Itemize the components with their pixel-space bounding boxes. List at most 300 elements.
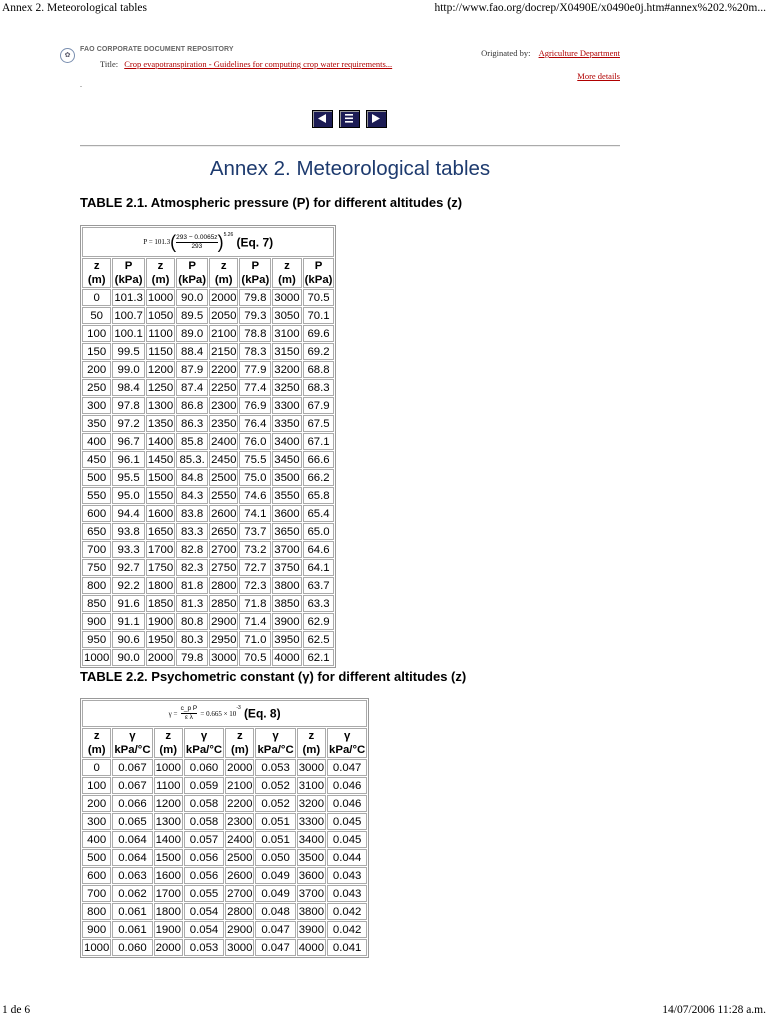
table-cell: 3200 (297, 795, 326, 812)
print-header-url: http://www.fao.org/docrep/X0490E/x0490e0j.htm#annex%202.%20m... (434, 2, 766, 14)
table-cell: 0.056 (184, 849, 224, 866)
table-cell: 1900 (154, 921, 183, 938)
table-cell: 2500 (225, 849, 254, 866)
table1-header-row (82, 258, 334, 288)
table-cell: 1600 (146, 505, 175, 522)
table-cell: 1050 (146, 307, 175, 324)
table-row (82, 469, 334, 486)
table-row (82, 631, 334, 648)
table-cell: 70.1 (303, 307, 335, 324)
table-cell: 1200 (146, 361, 175, 378)
table-cell: 72.7 (239, 559, 271, 576)
table-cell: 3600 (272, 505, 301, 522)
previous-arrow-icon (317, 114, 327, 123)
table-cell: 70.5 (303, 289, 335, 306)
print-header (0, 2, 768, 18)
table-cell: 71.4 (239, 613, 271, 630)
table-cell: 0.041 (327, 939, 367, 956)
table-cell: 2500 (209, 469, 238, 486)
table-cell: 0.053 (255, 759, 295, 776)
table-cell: 950 (82, 631, 111, 648)
table-cell: 90.6 (112, 631, 145, 648)
table-cell: 65.8 (303, 487, 335, 504)
table-cell: 600 (82, 867, 111, 884)
table-cell: 550 (82, 487, 111, 504)
repository-name: FAO CORPORATE DOCUMENT REPOSITORY (80, 46, 234, 53)
table-cell: 2350 (209, 415, 238, 432)
table-row (82, 433, 334, 450)
table-cell: 0.054 (184, 903, 224, 920)
table-row (82, 559, 334, 576)
table-cell: 65.0 (303, 523, 335, 540)
table-row (82, 649, 334, 666)
table-cell: 2150 (209, 343, 238, 360)
table-cell: 0.044 (327, 849, 367, 866)
contents-list-icon (344, 114, 354, 123)
table-cell: 98.4 (112, 379, 145, 396)
table-cell: 1450 (146, 451, 175, 468)
table-cell: 77.9 (239, 361, 271, 378)
table-cell: 0.049 (255, 885, 295, 902)
table-cell: 2900 (209, 613, 238, 630)
psychometric-constant-table (80, 698, 369, 958)
table-cell: 0.060 (184, 759, 224, 776)
table-cell: 2100 (225, 777, 254, 794)
column-header: P (kPa) (241, 260, 270, 286)
equation-7-lhs: P = 101.3 (143, 238, 171, 246)
table-cell: 68.8 (303, 361, 335, 378)
table-cell: 2050 (209, 307, 238, 324)
table-cell: 81.8 (176, 577, 208, 594)
next-button[interactable] (366, 110, 387, 128)
table-cell: 2700 (225, 885, 254, 902)
table-cell: 0.045 (327, 831, 367, 848)
table-cell: 86.3 (176, 415, 208, 432)
equation-8 (82, 700, 367, 727)
table2-caption: TABLE 2.2. Psychometric constant (γ) for different altitudes (z) (80, 669, 467, 684)
table-cell: 83.8 (176, 505, 208, 522)
table-cell: 0.063 (112, 867, 152, 884)
table-cell: 91.1 (112, 613, 145, 630)
table-cell: 90.0 (112, 649, 145, 666)
table-cell: 400 (82, 831, 111, 848)
table-cell: 63.3 (303, 595, 335, 612)
table-cell: 800 (82, 577, 111, 594)
table-cell: 0.067 (112, 777, 152, 794)
table-cell: 750 (82, 559, 111, 576)
table-cell: 79.8 (239, 289, 271, 306)
table-cell: 1800 (154, 903, 183, 920)
table-row (82, 523, 334, 540)
table-cell: 1650 (146, 523, 175, 540)
table-cell: 0.064 (112, 831, 152, 848)
table-cell: 3600 (297, 867, 326, 884)
column-header: z (m) (82, 728, 111, 758)
table-cell: 0.058 (184, 795, 224, 812)
table-cell: 1550 (146, 487, 175, 504)
next-arrow-icon (371, 114, 381, 123)
table-cell: 3250 (272, 379, 301, 396)
table-cell: 76.4 (239, 415, 271, 432)
equation-7-fraction: $\frac{293 - 0.0065z}{293}$ (176, 233, 218, 250)
table-cell: 73.7 (239, 523, 271, 540)
table-cell: 79.8 (176, 649, 208, 666)
table-cell: 3050 (272, 307, 301, 324)
table-cell: 65.4 (303, 505, 335, 522)
table-cell: 92.7 (112, 559, 145, 576)
table-cell: 96.7 (112, 433, 145, 450)
table-cell: 89.5 (176, 307, 208, 324)
table-cell: 1350 (146, 415, 175, 432)
originated-link[interactable]: Agriculture Department (538, 48, 620, 58)
column-header: γ kPa/°C (114, 730, 151, 756)
equation-7-exponent: 5.26 (223, 231, 234, 238)
table-cell: 2600 (209, 505, 238, 522)
table-cell: 1250 (146, 379, 175, 396)
table-row (82, 939, 367, 956)
table-cell: 2850 (209, 595, 238, 612)
table-cell: 0.046 (327, 795, 367, 812)
table-cell: 3700 (272, 541, 301, 558)
table-cell: 300 (82, 397, 111, 414)
table-cell: 79.3 (239, 307, 271, 324)
column-header: γ kPa/°C (257, 730, 294, 756)
table-cell: 91.6 (112, 595, 145, 612)
table-row (82, 777, 367, 794)
table-cell: 1400 (146, 433, 175, 450)
column-header: z (m) (82, 258, 111, 288)
table-cell: 0.046 (327, 777, 367, 794)
table-cell: 0.049 (255, 867, 295, 884)
table-cell: 1700 (154, 885, 183, 902)
table-cell: 2800 (209, 577, 238, 594)
document-title-link[interactable]: Crop evapotranspiration - Guidelines for computing crop water requirements... (124, 59, 393, 69)
table-cell: 2900 (225, 921, 254, 938)
table-row (82, 885, 367, 902)
table-cell: 1000 (154, 759, 183, 776)
table-cell: 92.2 (112, 577, 145, 594)
table-cell: 0.064 (112, 849, 152, 866)
repository-header (64, 42, 620, 92)
table-cell: 100.7 (112, 307, 145, 324)
column-header: z (m) (225, 728, 254, 758)
table-cell: 76.9 (239, 397, 271, 414)
table-cell: 82.8 (176, 541, 208, 558)
table-cell: 500 (82, 849, 111, 866)
fao-logo-icon: ✿ (60, 48, 75, 63)
table-cell: 1100 (154, 777, 183, 794)
table-cell: 800 (82, 903, 111, 920)
originated-by-line (481, 48, 620, 58)
table-cell: 95.0 (112, 487, 145, 504)
table-cell: 3850 (272, 595, 301, 612)
table-cell: 3300 (297, 813, 326, 830)
table-row (82, 595, 334, 612)
table-cell: 3650 (272, 523, 301, 540)
table-cell: 0.056 (184, 867, 224, 884)
table-cell: 1000 (146, 289, 175, 306)
table-row (82, 379, 334, 396)
equation-8-lhs: γ = (168, 709, 178, 718)
table-cell: 0.043 (327, 885, 367, 902)
table-cell: 400 (82, 433, 111, 450)
table-cell: 0.047 (255, 939, 295, 956)
table-cell: 71.0 (239, 631, 271, 648)
column-header: γ kPa/°C (329, 730, 366, 756)
table-cell: 3000 (272, 289, 301, 306)
equation-8-exponent: -3 (236, 705, 241, 711)
table-cell: 67.9 (303, 397, 335, 414)
table-cell: 78.8 (239, 325, 271, 342)
table-cell: 3450 (272, 451, 301, 468)
table-cell: 2950 (209, 631, 238, 648)
table-row (82, 613, 334, 630)
table-cell: 88.4 (176, 343, 208, 360)
column-header: z (m) (146, 258, 175, 288)
table-cell: 0.061 (112, 903, 152, 920)
table-cell: 0.047 (327, 759, 367, 776)
table-cell: 0.051 (255, 831, 295, 848)
table-cell: 3350 (272, 415, 301, 432)
table-row (82, 397, 334, 414)
column-header: P (kPa) (112, 258, 145, 288)
table-cell: 0.060 (112, 939, 152, 956)
table-cell: 74.6 (239, 487, 271, 504)
table-cell: 0.058 (184, 813, 224, 830)
table-cell: 73.2 (239, 541, 271, 558)
table2-header-row (82, 728, 367, 758)
table-cell: 250 (82, 379, 111, 396)
table-cell: 700 (82, 885, 111, 902)
contents-button[interactable] (339, 110, 360, 128)
table-cell: 89.0 (176, 325, 208, 342)
table-cell: 66.2 (303, 469, 335, 486)
table-cell: 100 (82, 777, 111, 794)
table-cell: 3750 (272, 559, 301, 576)
table-row (82, 831, 367, 848)
table-cell: 70.5 (239, 649, 271, 666)
table-cell: 3550 (272, 487, 301, 504)
table-cell: 1000 (82, 649, 111, 666)
table-cell: 2400 (225, 831, 254, 848)
table-cell: 1850 (146, 595, 175, 612)
table-cell: 3100 (297, 777, 326, 794)
table-row (82, 361, 334, 378)
table-cell: 101.3 (112, 289, 145, 306)
table-cell: 62.9 (303, 613, 335, 630)
column-header: z (m) (209, 258, 238, 288)
table-cell: 85.3. (176, 451, 208, 468)
table-cell: 0.043 (327, 867, 367, 884)
table-cell: 0.042 (327, 921, 367, 938)
table-cell: 1800 (146, 577, 175, 594)
table-cell: 3700 (297, 885, 326, 902)
equation-8-fraction: $\frac{\text{c\_p P}}{\text{ε λ}}$ (180, 705, 198, 721)
column-header: z (m) (297, 728, 326, 758)
table-cell: 1600 (154, 867, 183, 884)
table-cell: 80.3 (176, 631, 208, 648)
table-cell: 850 (82, 595, 111, 612)
table-cell: 1700 (146, 541, 175, 558)
table-cell: 1900 (146, 613, 175, 630)
table-cell: 0 (82, 759, 111, 776)
title-label: Title: (100, 59, 119, 69)
table-cell: 0.054 (184, 921, 224, 938)
table-cell: 85.8 (176, 433, 208, 450)
table-cell: 94.4 (112, 505, 145, 522)
table-row (82, 487, 334, 504)
table-cell: 3000 (225, 939, 254, 956)
table-cell: 0.048 (255, 903, 295, 920)
table-cell: 90.0 (176, 289, 208, 306)
table-row (82, 505, 334, 522)
print-datetime: 14/07/2006 11:28 a.m. (662, 1004, 766, 1016)
table-cell: 3000 (209, 649, 238, 666)
table-cell: 4000 (272, 649, 301, 666)
table-cell: 3100 (272, 325, 301, 342)
equation-7: P = 101.3( $\frac{293 - 0.0065z}{293}$ )$^{5.26}$ (Eq. 7) (82, 227, 334, 257)
table-cell: 2450 (209, 451, 238, 468)
more-details-link[interactable]: More details (577, 71, 620, 81)
table-cell: 84.3 (176, 487, 208, 504)
table-cell: 3900 (297, 921, 326, 938)
table-cell: 0.067 (112, 759, 152, 776)
document-title-line (100, 59, 392, 69)
table-cell: 200 (82, 795, 111, 812)
table-cell: 83.3 (176, 523, 208, 540)
table-cell: 3900 (272, 613, 301, 630)
table-cell: 75.5 (239, 451, 271, 468)
table-cell: 0.050 (255, 849, 295, 866)
horizontal-rule (80, 145, 620, 147)
table-cell: 3800 (272, 577, 301, 594)
table-cell: 64.6 (303, 541, 335, 558)
table-cell: 1400 (154, 831, 183, 848)
table-row (82, 325, 334, 342)
table-cell: 0.051 (255, 813, 295, 830)
navigation-bar (312, 110, 393, 128)
table-cell: 1750 (146, 559, 175, 576)
table-cell: 1100 (146, 325, 175, 342)
table-cell: 93.8 (112, 523, 145, 540)
table-row (82, 921, 367, 938)
table-cell: 1300 (154, 813, 183, 830)
table-cell: 74.1 (239, 505, 271, 522)
table-cell: 50 (82, 307, 111, 324)
table-cell: 3200 (272, 361, 301, 378)
table-cell: 2800 (225, 903, 254, 920)
table-cell: 3400 (272, 433, 301, 450)
table-cell: 2300 (209, 397, 238, 414)
print-header-title: Annex 2. Meteorological tables (2, 2, 147, 14)
table-cell: 3000 (297, 759, 326, 776)
table-cell: 0.061 (112, 921, 152, 938)
table-cell: 3150 (272, 343, 301, 360)
equation-8-rhs: = 0.665 × 10 (200, 709, 237, 718)
separator-dot: . (80, 80, 82, 89)
table-cell: 1200 (154, 795, 183, 812)
table-row (82, 343, 334, 360)
table-cell: 97.8 (112, 397, 145, 414)
table-cell: 95.5 (112, 469, 145, 486)
page-number: 1 de 6 (2, 1004, 31, 1016)
table-cell: 2100 (209, 325, 238, 342)
table-cell: 2000 (146, 649, 175, 666)
table-cell: 0 (82, 289, 111, 306)
column-header: z (m) (154, 728, 183, 758)
table-cell: 650 (82, 523, 111, 540)
table-cell: 2400 (209, 433, 238, 450)
table-cell: 96.1 (112, 451, 145, 468)
table-cell: 0.053 (184, 939, 224, 956)
table-row (82, 307, 334, 324)
table-cell: 1150 (146, 343, 175, 360)
table-cell: 100.1 (112, 325, 145, 342)
previous-button[interactable] (312, 110, 333, 128)
atmospheric-pressure-table (80, 225, 336, 668)
table-cell: 2650 (209, 523, 238, 540)
table-cell: 1500 (154, 849, 183, 866)
table-cell: 0.062 (112, 885, 152, 902)
table-cell: 93.3 (112, 541, 145, 558)
table-cell: 64.1 (303, 559, 335, 576)
table-cell: 66.6 (303, 451, 335, 468)
table-row (82, 415, 334, 432)
table-cell: 0.052 (255, 777, 295, 794)
table-cell: 71.8 (239, 595, 271, 612)
table-cell: 62.1 (303, 649, 335, 666)
table-cell: 2000 (209, 289, 238, 306)
table-cell: 1500 (146, 469, 175, 486)
table-cell: 82.3 (176, 559, 208, 576)
table-cell: 0.057 (184, 831, 224, 848)
table-cell: 0.055 (184, 885, 224, 902)
table-cell: 2000 (154, 939, 183, 956)
table-cell: 0.052 (255, 795, 295, 812)
table-cell: 500 (82, 469, 111, 486)
column-header: γ kPa/°C (185, 730, 223, 756)
table-cell: 0.047 (255, 921, 295, 938)
print-footer (0, 1004, 768, 1020)
table-cell: 3400 (297, 831, 326, 848)
table-cell: 62.5 (303, 631, 335, 648)
table-cell: 0.042 (327, 903, 367, 920)
column-header: P (kPa) (178, 260, 207, 286)
table-cell: 700 (82, 541, 111, 558)
table-cell: 84.8 (176, 469, 208, 486)
page-title: Annex 2. Meteorological tables (209, 157, 491, 180)
table-cell: 0.065 (112, 813, 152, 830)
table-cell: 0.066 (112, 795, 152, 812)
table-cell: 69.6 (303, 325, 335, 342)
table-cell: 80.8 (176, 613, 208, 630)
table-cell: 99.0 (112, 361, 145, 378)
table-cell: 72.3 (239, 577, 271, 594)
table1-caption: TABLE 2.1. Atmospheric pressure (P) for different altitudes (z) (80, 195, 463, 210)
table-cell: 3500 (297, 849, 326, 866)
table-cell: 100 (82, 325, 111, 342)
table-cell: 900 (82, 613, 111, 630)
table-cell: 1950 (146, 631, 175, 648)
table-cell: 300 (82, 813, 111, 830)
table-row (82, 577, 334, 594)
table-cell: 97.2 (112, 415, 145, 432)
table-cell: 69.2 (303, 343, 335, 360)
table-cell: 0.059 (184, 777, 224, 794)
table-row (82, 849, 367, 866)
table-cell: 78.3 (239, 343, 271, 360)
table-row (82, 867, 367, 884)
